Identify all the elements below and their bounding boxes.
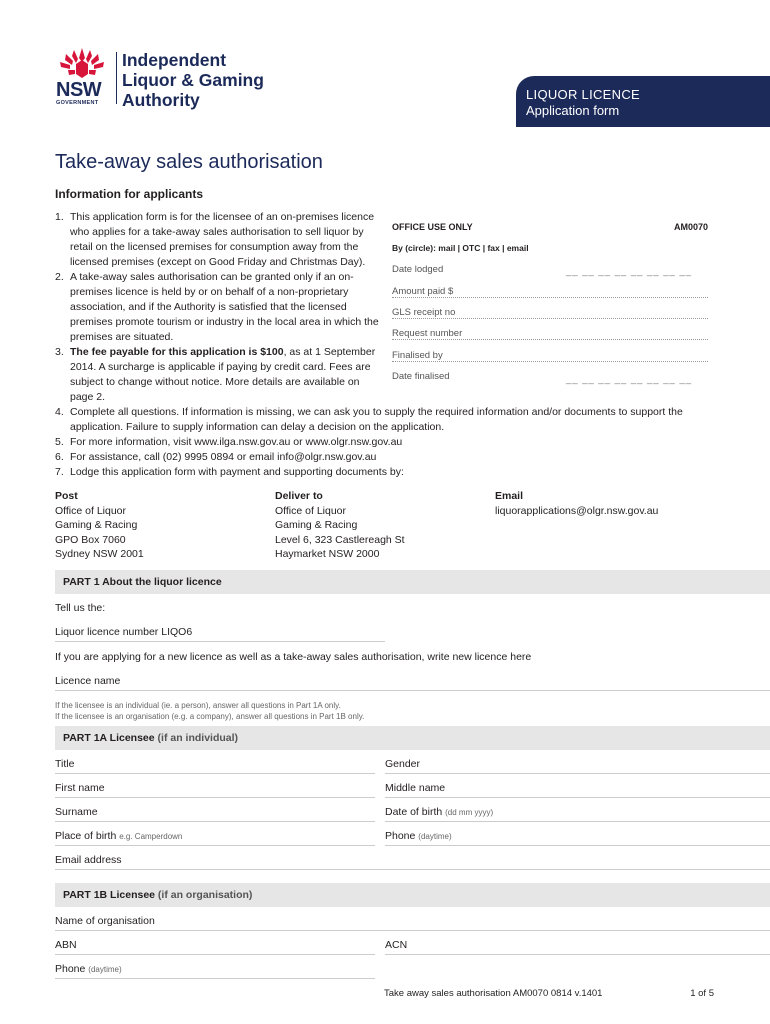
email-field[interactable] bbox=[55, 869, 770, 870]
part1b-header: PART 1B Licensee (if an organisation) bbox=[55, 883, 770, 907]
nsw-wordmark: NSW bbox=[56, 79, 102, 101]
dob-label: Date of birth (dd mm yyyy) bbox=[385, 806, 494, 818]
title-label: Title bbox=[55, 758, 75, 770]
acn-label: ACN bbox=[385, 939, 408, 951]
abn-field[interactable] bbox=[55, 954, 375, 955]
waratah-icon bbox=[56, 46, 108, 80]
pob-hint: e.g. Camperdown bbox=[119, 832, 183, 841]
org-name-field[interactable] bbox=[55, 930, 770, 931]
org-line-2: Liquor & Gaming bbox=[122, 70, 264, 90]
finalised-by-line bbox=[392, 361, 708, 362]
fee-statement: The fee payable for this application is $100 bbox=[70, 346, 284, 358]
organisation-name bbox=[122, 50, 264, 110]
date-finalised-blanks: __ __ __ __ __ __ __ __ bbox=[566, 374, 693, 385]
licence-number-label: Liquor licence number LIQO6 bbox=[55, 626, 193, 638]
post-heading: Post bbox=[55, 490, 78, 502]
finalised-by-label: Finalised by bbox=[392, 350, 443, 361]
dob-field[interactable] bbox=[385, 821, 770, 822]
tell-us-label: Tell us the: bbox=[55, 602, 106, 614]
middle-name-field[interactable] bbox=[385, 797, 770, 798]
lodge-email-link[interactable]: liquorapplications@olgr.nsw.gov.au bbox=[495, 504, 659, 517]
page-title: Take-away sales authorisation bbox=[55, 151, 323, 173]
list-item: 1. This application form is for the licensee of an on-premises licence who applies for a take-away sales authorisation to sell liquor by retail on the licensed premises for consumption away from the licensed premises (except on Good Friday and Christmas Day). bbox=[55, 211, 375, 268]
phone-field[interactable] bbox=[385, 845, 770, 846]
logo-divider bbox=[116, 52, 117, 104]
abn-label: ABN bbox=[55, 939, 77, 951]
banner-title: LIQUOR LICENCE bbox=[526, 87, 641, 102]
list-item: 3. The fee payable for this application is $100, as at 1 September 2014. A surcharge is applicable if paying by credit card. Fees are subject to change without notice. More details are available on page 2. bbox=[55, 346, 376, 403]
info-heading: Information for applicants bbox=[55, 187, 204, 201]
amount-paid-line bbox=[392, 297, 708, 298]
footer-form-ref: Take away sales authorisation AM0070 0814 v.1401 bbox=[384, 988, 603, 999]
acn-field[interactable] bbox=[385, 954, 770, 955]
office-use-title: OFFICE USE ONLY bbox=[392, 222, 473, 232]
deliver-heading: Deliver to bbox=[275, 490, 323, 502]
deliver-address: Deliver to Office of Liquor Gaming & Racing Level 6, 323 Castlereagh St Haymarket NSW 2000 bbox=[275, 490, 405, 560]
org-line-3: Authority bbox=[122, 90, 200, 110]
email-address bbox=[495, 489, 658, 518]
licence-number-field[interactable] bbox=[55, 641, 385, 642]
email-label: Email address bbox=[55, 854, 122, 866]
gender-label: Gender bbox=[385, 758, 421, 770]
first-name-field[interactable] bbox=[55, 797, 375, 798]
dob-hint: (dd mm yyyy) bbox=[445, 808, 494, 817]
title-field[interactable] bbox=[55, 773, 375, 774]
phone-hint: (daytime) bbox=[418, 832, 452, 841]
new-licence-instruction: If you are applying for a new licence as well as a take-away sales authorisation, write new licence here bbox=[55, 651, 532, 663]
list-item: 7. Lodge this application form with payment and supporting documents by: bbox=[55, 466, 404, 478]
date-lodged-blanks: __ __ __ __ __ __ __ __ bbox=[566, 266, 693, 277]
government-wordmark: GOVERNMENT bbox=[56, 100, 99, 106]
page-number: 1 of 5 bbox=[690, 988, 714, 999]
date-finalised-label: Date finalised bbox=[392, 371, 450, 382]
org-name-label: Name of organisation bbox=[55, 915, 155, 927]
phone-label: Phone (daytime) bbox=[385, 830, 452, 842]
office-use-box bbox=[384, 210, 714, 400]
licence-name-label: Licence name bbox=[55, 675, 121, 687]
org-phone-hint: (daytime) bbox=[88, 965, 122, 974]
part1-note-organisation: If the licensee is an organisation (e.g. a company), answer all questions in Part 1B only. bbox=[55, 712, 365, 721]
amount-paid-label: Amount paid $ bbox=[392, 286, 454, 297]
email-heading: Email bbox=[495, 490, 524, 502]
licence-name-field[interactable] bbox=[55, 690, 770, 691]
org-phone-field[interactable] bbox=[55, 978, 375, 979]
middle-name-label: Middle name bbox=[385, 782, 446, 794]
gls-receipt-line bbox=[392, 318, 708, 319]
first-name-label: First name bbox=[55, 782, 105, 794]
date-lodged-label: Date lodged bbox=[392, 264, 444, 275]
pob-field[interactable] bbox=[55, 845, 375, 846]
part1a-header: PART 1A Licensee (if an individual) bbox=[55, 726, 770, 750]
nsw-government-logo bbox=[50, 46, 116, 106]
banner-subtitle: Application form bbox=[526, 103, 620, 118]
part1-header: PART 1 About the liquor licence bbox=[55, 570, 770, 594]
surname-label: Surname bbox=[55, 806, 98, 818]
surname-field[interactable] bbox=[55, 821, 375, 822]
gender-field[interactable] bbox=[385, 773, 770, 774]
org-phone-label: Phone (daytime) bbox=[55, 963, 122, 975]
list-item: 6. For assistance, call (02) 9995 0894 or email info@olgr.nsw.gov.au bbox=[55, 451, 377, 463]
request-number-label: Request number bbox=[392, 328, 463, 339]
form-type-banner bbox=[516, 76, 770, 127]
org-line-1: Independent bbox=[122, 50, 227, 70]
lodgement-method: By (circle): mail | OTC | fax | email bbox=[392, 243, 529, 253]
list-item: 5. For more information, visit www.ilga.nsw.gov.au or www.olgr.nsw.gov.au bbox=[55, 436, 403, 448]
list-item: 2. A take-away sales authorisation can be granted only if an on-premises licence is held by or on behalf of a non-proprietary association, and if the Authority is satisfied that the licensed premises promote tourism or industry in the local area in which the premises are situated. bbox=[55, 271, 379, 343]
list-item: 4. Complete all questions. If information is missing, we can ask you to supply the required information and/or documents to support the application. Failure to supply information can delay a decision on the application. bbox=[55, 406, 683, 433]
request-number-line bbox=[392, 339, 708, 340]
post-address: Post Office of Liquor Gaming & Racing GPO Box 7060 Sydney NSW 2001 bbox=[55, 490, 144, 560]
pob-label: Place of birth e.g. Camperdown bbox=[55, 830, 183, 842]
gls-receipt-label: GLS receipt no bbox=[392, 307, 456, 318]
form-code: AM0070 bbox=[673, 222, 708, 232]
part1-note-individual: If the licensee is an individual (ie. a person), answer all questions in Part 1A only. bbox=[55, 701, 341, 710]
